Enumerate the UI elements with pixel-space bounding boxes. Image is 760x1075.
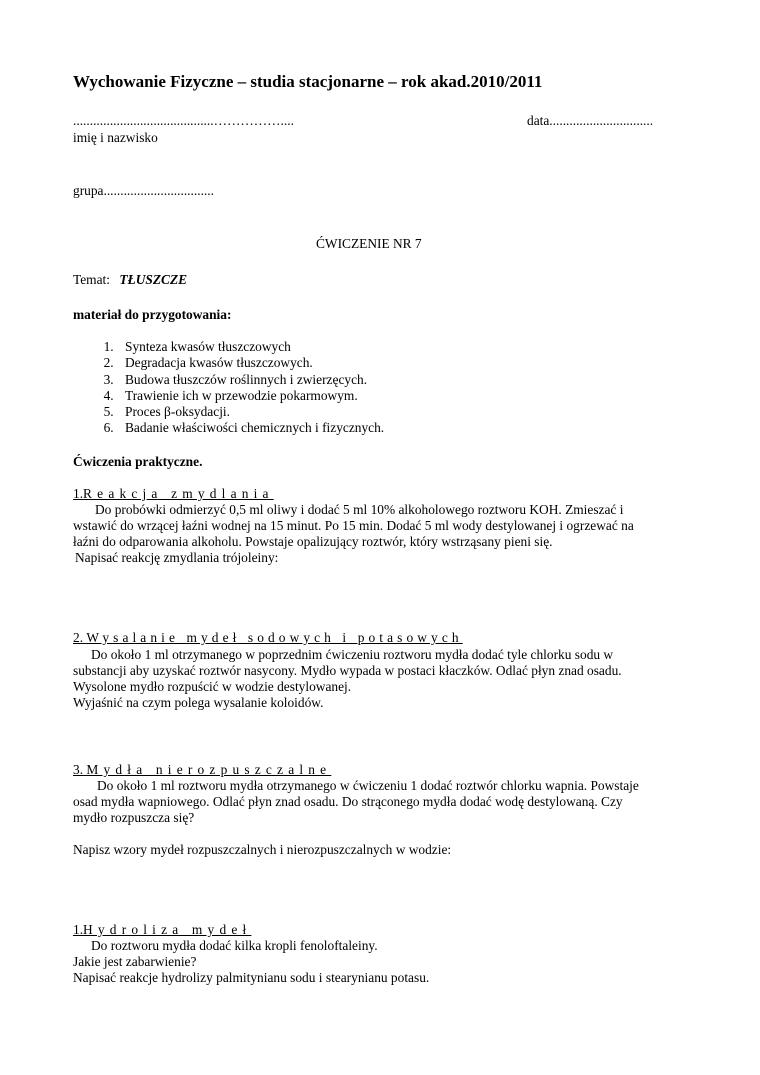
list-item: 4. Trawienie ich w przewodzie pokarmowym. [117, 388, 384, 404]
topic-label: Temat: [73, 272, 110, 287]
date-field: data............................... [527, 113, 654, 128]
exercise-heading: ĆWICZENIE NR 7 [316, 236, 422, 251]
name-label: imię i nazwisko [73, 130, 158, 145]
section-title: Wysalanie mydeł sodowych i potasowych [86, 630, 463, 645]
section-title: Mydła nierozpuszczalne [86, 762, 332, 777]
list-item: 3. Budowa tłuszczów roślinnych i zwierzęcych. [117, 372, 384, 388]
document-title: Wychowanie Fizyczne – studia stacjonarne – rok akad.2010/2011 [73, 72, 543, 91]
section-2-heading [73, 630, 463, 647]
section-4-line: Do roztworu mydła dodać kilka kropli fenoloftaleiny. [91, 938, 378, 953]
section-title: Reakcja zmydlania [83, 486, 274, 501]
section-1-line: Napisać reakcję zmydlania trójoleiny: [75, 550, 279, 565]
section-3-line: Do około 1 ml roztworu mydła otrzymanego w ćwiczeniu 1 dodać roztwór chlorku wapnia. Powstaje [97, 778, 639, 793]
section-1-line: wstawić do wrzącej łaźni wodnej na 15 minut. Po 15 min. Dodać 5 ml wody destylowanej i ogrzewać na [73, 518, 634, 533]
group-field: grupa................................. [73, 183, 214, 198]
section-3-heading [73, 762, 331, 779]
list-item: 1. Synteza kwasów tłuszczowych [117, 339, 384, 355]
section-3-line: Napisz wzory mydeł rozpuszczalnych i nierozpuszczalnych w wodzie: [73, 842, 452, 857]
section-4-line: Napisać reakcje hydrolizy palmitynianu sodu i stearynianu potasu. [73, 970, 430, 985]
section-4-line: Jakie jest zabarwienie? [73, 954, 197, 969]
section-2-line: substancji aby uzyskać roztwór nasycony. Mydło wypada w postaci kłaczków. Odlać płyn znad osadu. [73, 663, 622, 678]
section-1-line: łaźni do odparowania alkoholu. Powstaje opalizujący roztwór, który wstrząsany pieni się. [73, 534, 553, 549]
section-3-line: mydło rozpuszcza się? [73, 810, 195, 825]
topic-line [73, 272, 187, 289]
list-item: 6. Badanie właściwości chemicznych i fizycznych. [117, 420, 384, 436]
section-2-line: Wyjaśnić na czym polega wysalanie koloidów. [73, 695, 324, 710]
section-1-heading [73, 486, 274, 503]
materials-heading: materiał do przygotowania: [73, 307, 232, 322]
section-number: 1. [73, 922, 84, 937]
topic-value: TŁUSZCZE [119, 272, 188, 287]
list-item: 5. Proces β-oksydacji. [117, 404, 384, 420]
section-number: 2. [73, 630, 84, 645]
name-field: ..........................................…………….... [73, 113, 294, 128]
materials-list [103, 339, 384, 437]
practical-heading: Ćwiczenia praktyczne. [73, 454, 203, 469]
list-item: 2. Degradacja kwasów tłuszczowych. [117, 355, 384, 371]
section-1-line: Do probówki odmierzyć 0,5 ml oliwy i dodać 5 ml 10% alkoholowego roztworu KOH. Zmieszać i [95, 502, 624, 517]
section-2-line: Do około 1 ml otrzymanego w poprzednim ćwiczeniu roztworu mydła dodać tyle chlorku sodu w [91, 647, 614, 662]
section-number: 3. [73, 762, 84, 777]
section-4-heading [73, 922, 251, 939]
section-2-line: Wysolone mydło rozpuścić w wodzie destylowanej. [73, 679, 352, 694]
section-title: Hydroliza mydeł [83, 922, 252, 937]
section-3-line: osad mydła wapniowego. Odlać płyn znad osadu. Do strąconego mydła dodać wodę destylowaną. Czy [73, 794, 623, 809]
section-number: 1. [73, 486, 84, 501]
